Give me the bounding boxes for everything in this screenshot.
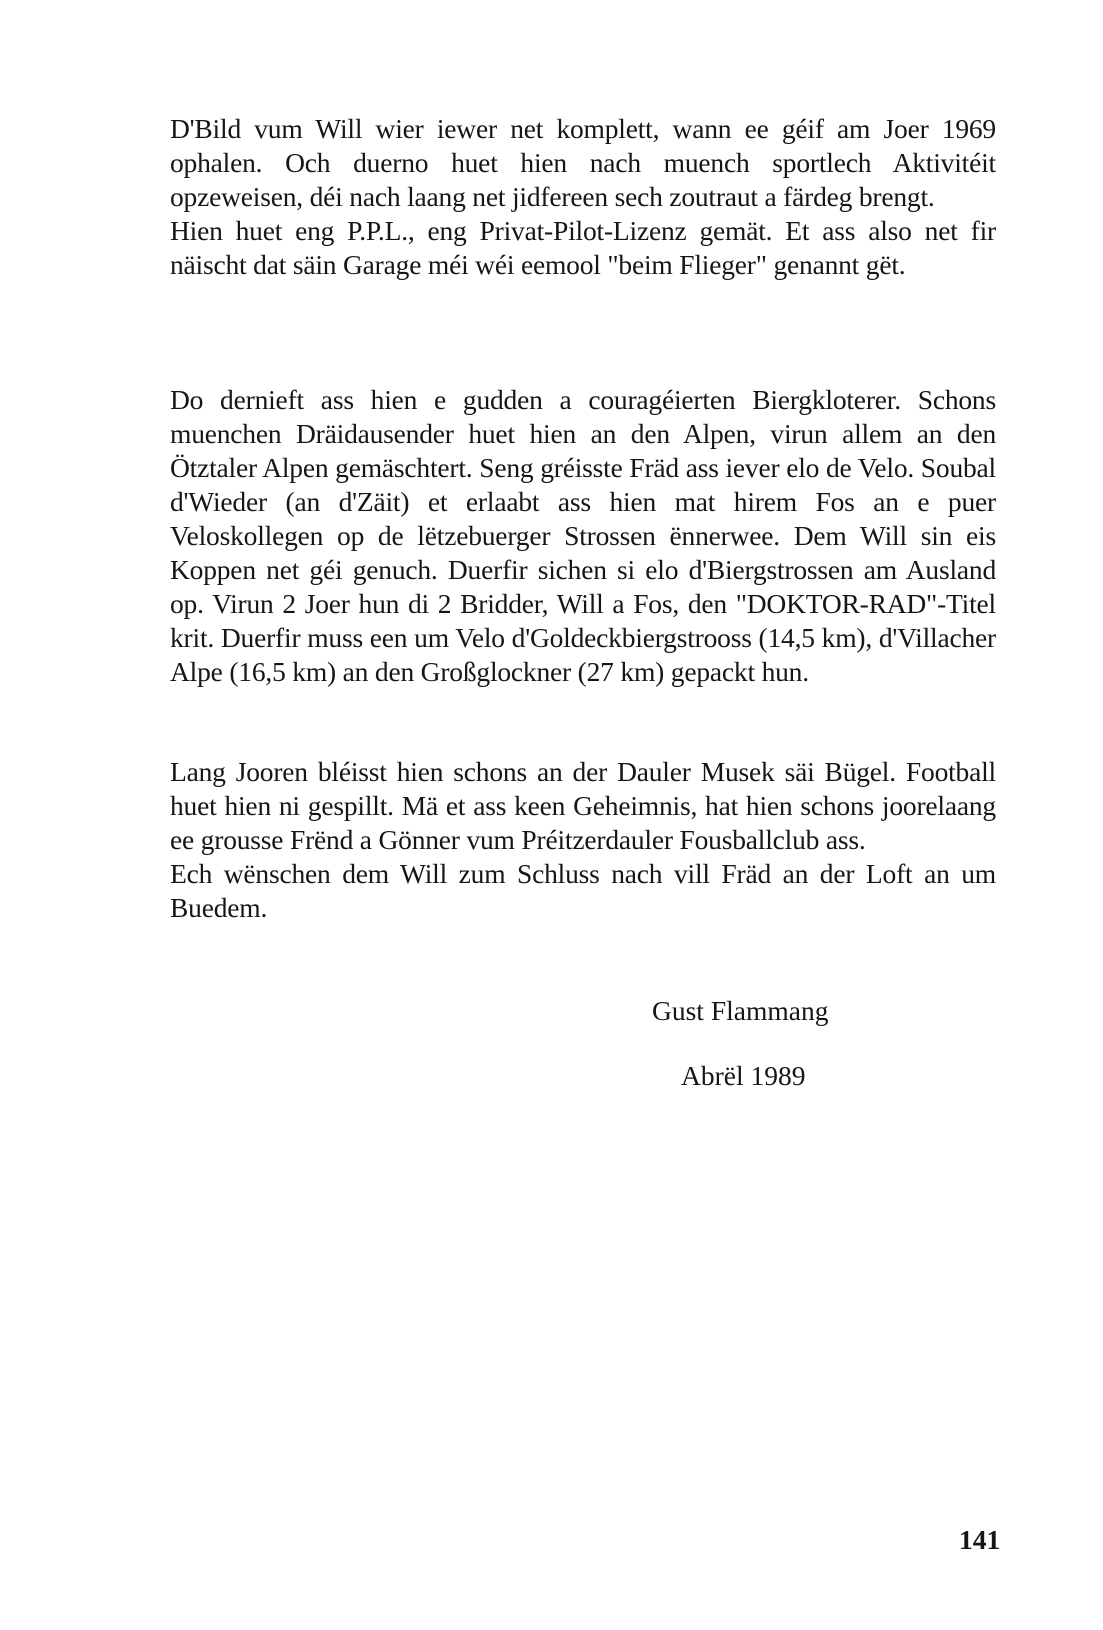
paragraph-3-line-2: Ech wënschen dem Will zum Schluss nach vill Fräd an der Loft an um Buedem. xyxy=(170,858,996,923)
author-signature: Gust Flammang xyxy=(652,995,829,1026)
paragraph-3 xyxy=(170,755,996,925)
page-number: 141 xyxy=(959,1524,1001,1555)
paragraph-1 xyxy=(170,112,996,282)
paragraph-2-line-1: Do dernieft ass hien e gudden a couragéierten Biergkloterer. Schons muenchen Dräidausender huet hien an den Alpen, virun allem an den Ötztaler Alpen gemäschtert. Seng gréisste Fräd ass iever elo de Velo. Soubal d'Wieder (an d'Zäit) et erlaabt ass hien mat hirem Fos an e puer Veloskollegen op de lëtzebuerger Strossen ënnerwee. Dem Will sin eis Koppen net géi genuch. Duerfir sichen si elo d'Biergstrossen am Ausland op. Virun 2 Joer hun di 2 Bridder, Will a Fos, den "DOKTOR-RAD"-Titel krit. Duerfir muss een um Velo d'Goldeckbiergstrooss (14,5 km), d'Villacher Alpe (16,5 km) an den Großglockner (27 km) gepackt hun. xyxy=(170,384,996,687)
paragraph-3-line-1: Lang Jooren bléisst hien schons an der Dauler Musek säi Bügel. Football huet hien ni gespillt. Mä et ass keen Geheimnis, hat hien schons joorelaang ee grousse Frënd a Gönner vum Préitzerdauler Fousballclub ass. xyxy=(170,756,996,855)
paragraph-1-line-2: Hien huet eng P.P.L., eng Privat-Pilot-Lizenz gemät. Et ass also net fir näischt dat säin Garage méi wéi eemool "beim Flieger" genannt gët. xyxy=(170,215,996,280)
date-line: Abrël 1989 xyxy=(681,1060,806,1091)
paragraph-1-line-1: D'Bild vum Will wier iewer net komplett, wann ee géif am Joer 1969 ophalen. Och duerno huet hien nach muench sportlech Aktivitéit opzeweisen, déi nach laang net jidfereen sech zoutraut a färdeg brengt. xyxy=(170,113,996,212)
paragraph-2 xyxy=(170,383,996,689)
